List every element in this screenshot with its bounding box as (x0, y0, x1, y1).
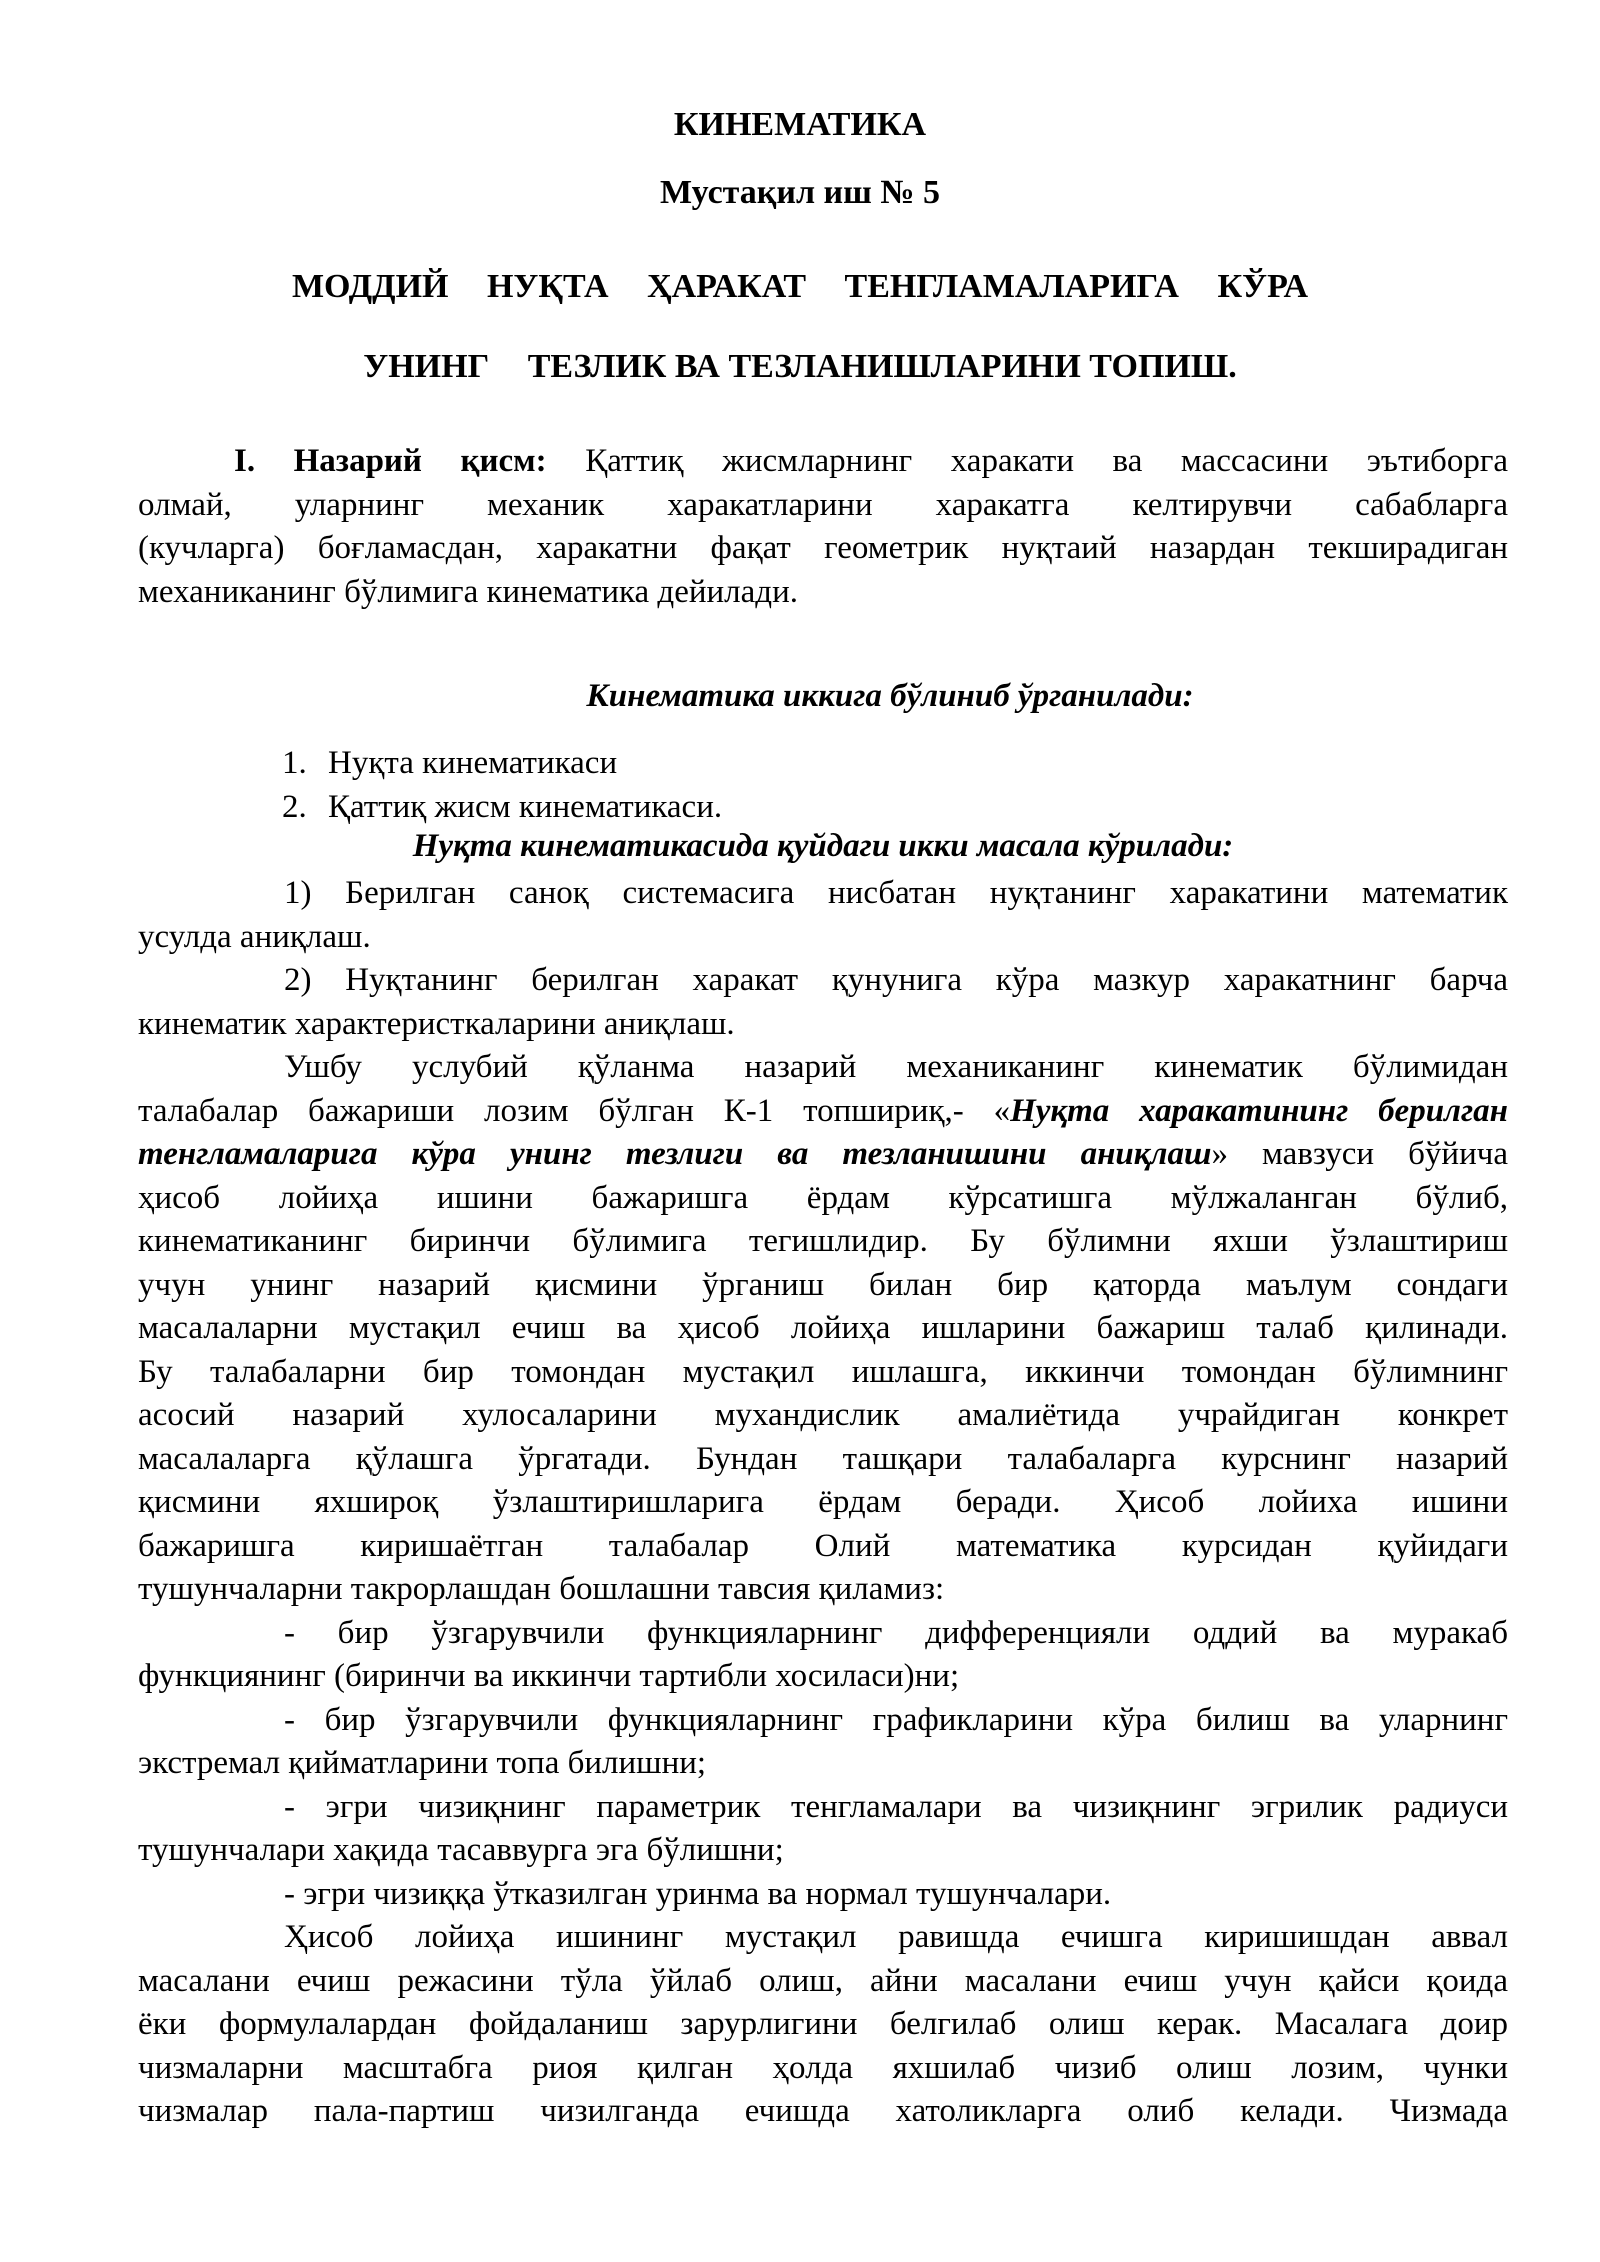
emphasized-topic: тенгламаларига кўра унинг тезлиги ва тезланишини аниқлаш (138, 1136, 1212, 1172)
text-line (138, 440, 1508, 484)
text-line (138, 1090, 1508, 1134)
heading-phrase: ТЕЗЛИК ВА ТЕЗЛАНИШЛАРИНИ ТОПИШ. (527, 348, 1237, 385)
text-line: олмай, уларнинг механик харакатларини харакатга келтирувчи сабабларга (138, 486, 1508, 523)
text-line: Ушбу услубий қўланма назарий механиканинг кинематик бўлимидан (284, 1049, 1508, 1085)
text-line: (кучларга) боғламасдан, харакатни фақат геометрик нуқтаий назардан текширадиган (138, 530, 1508, 566)
heading-word: УНИНГ (363, 348, 490, 385)
text-line: экстремал қийматларини топа билишни; (138, 1745, 707, 1781)
text-line: - бир ўзгарувчили функцияларнинг дифференцияли оддий ва муракаб (284, 1614, 1508, 1651)
text-line: масалани ечиш режасини тўла ўйлаб олиш, айни масалани ечиш учун қайси қоида (138, 1962, 1508, 1999)
list-text: Нуқта кинематикаси (328, 745, 618, 781)
text-line: - эгри чизиқнинг параметрик тенгламалари ва чизиқнинг эгрилик радиуси (284, 1788, 1508, 1825)
text-segment: » мавзуси бўйича (1211, 1136, 1508, 1172)
text-line: масалаларга қўлашга ўргатади. Бундан ташқари талабаларга курснинг назарий (138, 1440, 1508, 1477)
text-line: функциянинг (биринчи ва иккинчи тартибли хосиласи)ни; (138, 1658, 960, 1694)
heading-line-2 (0, 348, 1600, 386)
list-text: Қаттиқ жисм кинематикаси. (328, 788, 723, 825)
list-number: 2. (282, 788, 307, 825)
text-line: чизмаларни масштабга риоя қилган ҳолда яхшилаб чизиб олиш лозим, чунки (138, 2049, 1508, 2086)
text-segment: талабалар бажариши лозим бўлган К-1 топшириқ,- « (138, 1092, 1011, 1129)
list-item (282, 786, 722, 830)
document-title: КИНЕМАТИКА (673, 106, 927, 143)
text-line: Бу талабаларни бир томондан мустақил ишлашга, иккинчи томондан бўлимнинг (138, 1353, 1508, 1390)
kinematics-list (282, 742, 722, 829)
text-line: ҳисоб лойиҳа ишини бажаришга ёрдам кўрсатишга мўлжаланган бўлиб, (138, 1179, 1508, 1216)
text-line: Ҳисоб лойиҳа ишининг мустақил равишда ечишга киришишдан аввал (284, 1919, 1508, 1955)
list-number: 1. (282, 745, 307, 781)
heading-word: МОДДИЙ (291, 268, 449, 305)
text-line: - бир ўзгарувчили функцияларнинг графикларини кўра билиш ва уларнинг (284, 1701, 1508, 1738)
section-subheading: Нуқта кинематикасида қуйдаги икки масала кўрилади: (412, 828, 1234, 864)
text-line: тушунчаларни такрорлашдан бошлашни тавсия қиламиз: (138, 1571, 945, 1607)
section-subheading: Кинематика иккига бўлиниб ўрганилади: (586, 678, 1194, 714)
document-subtitle: Мустақил иш № 5 (659, 174, 941, 211)
text-line: механиканинг бўлимига кинематика дейилади. (138, 573, 798, 610)
text-line: 1) Берилган саноқ системасига нисбатан нуқтанинг харакатини математик (284, 875, 1508, 911)
heading-word: НУҚТА (486, 268, 609, 305)
remaining-lines (138, 1177, 1508, 2134)
heading-word: КЎРА (1217, 268, 1309, 305)
text-line: 2) Нуқтанинг берилган харакат қунунига кўра мазкур харакатнинг барча (284, 962, 1508, 998)
heading-word: ҲАРАКАТ (647, 268, 807, 305)
text-line: - эгри чизиққа ўтказилган уринма ва нормал тушунчалари. (284, 1875, 1112, 1912)
text-line: ёки формулалардан фойдаланиш зарурлигини белгилаб олиш керак. Масалага доир (138, 2006, 1508, 2042)
emphasized-topic: Нуқта харакатининг берилган (1010, 1092, 1508, 1129)
text-line: масалаларни мустақил ечиш ва ҳисоб лойиҳа ишларини бажариш талаб қилинади. (138, 1310, 1508, 1346)
text-line: бажаришга киришаётган талабалар Олий математика курсидан қуйидаги (138, 1527, 1508, 1564)
theory-paragraph (138, 440, 1508, 614)
text-line: кинематик характеристкаларини аниқлаш. (138, 1005, 735, 1042)
theory-label: I. Назарий қисм: (234, 443, 547, 479)
text-line: тушунчалари хақида тасаввурга эга бўлишни; (138, 1832, 784, 1868)
text-line: қисмини яхшироқ ўзлаштиришларига ёрдам беради. Ҳисоб лойиха ишини (138, 1484, 1508, 1520)
heading-word: ТЕНГЛАМАЛАРИГА (844, 268, 1179, 305)
text-line: учун унинг назарий қисмини ўрганиш билан бир қаторда маълум сондаги (138, 1266, 1508, 1303)
heading-line-1 (0, 268, 1600, 306)
text-line: кинематиканинг биринчи бўлимига тегишлидир. Бу бўлимни яхши ўзлаштириш (138, 1223, 1508, 1259)
main-body (138, 872, 1508, 2134)
text-line: усулда аниқлаш. (138, 918, 371, 955)
text-line: чизмалар пала-партиш чизилганда ечишда хатоликларга олиб келади. Чизмада (138, 2093, 1508, 2129)
text-line (138, 1133, 1508, 1177)
list-item (282, 742, 722, 786)
theory-line: Қаттиқ жисмларнинг харакати ва массасини эътиборга (585, 443, 1508, 479)
text-line: асосий назарий хулосаларини мухандислик амалиётида учрайдиган конкрет (138, 1397, 1508, 1433)
